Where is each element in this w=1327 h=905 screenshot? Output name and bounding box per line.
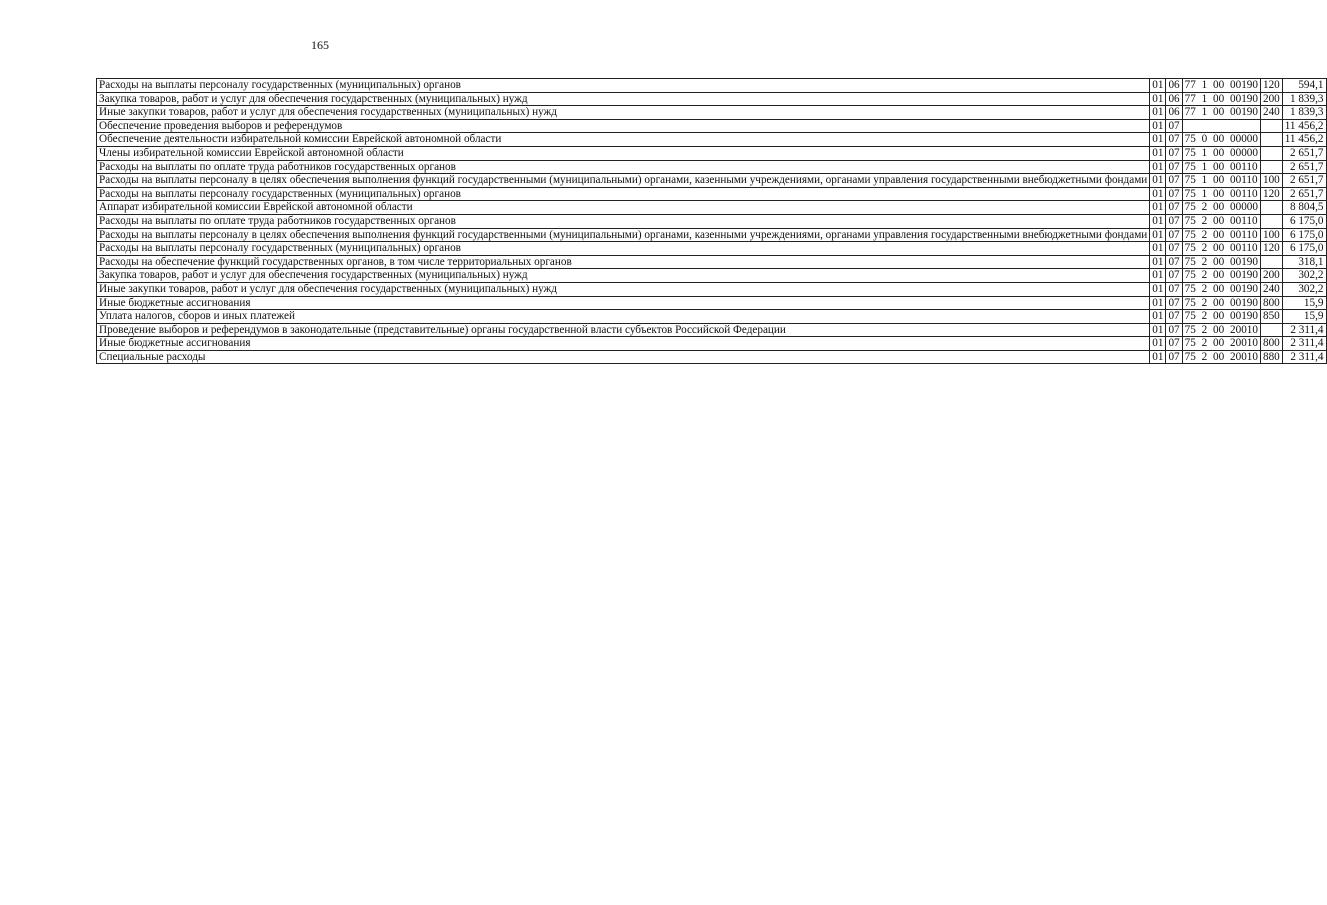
table-row (97, 350, 1327, 364)
subsection-code: 07 (1166, 310, 1182, 324)
section-code: 01 (1150, 323, 1166, 337)
table-row (97, 255, 1327, 269)
row-name: Обеспечение деятельности избирательной комиссии Еврейской автономной области (97, 133, 1150, 147)
subsection-code: 07 (1166, 214, 1182, 228)
subsection-code: 07 (1166, 242, 1182, 256)
row-name: Иные закупки товаров, работ и услуг для обеспечения государственных (муниципальных) нужд (97, 282, 1150, 296)
section-code: 01 (1150, 350, 1166, 364)
target-item-code: 75 2 00 00110 (1182, 228, 1260, 242)
row-name: Члены избирательной комиссии Еврейской автономной области (97, 146, 1150, 160)
table-row (97, 310, 1327, 324)
expense-type-code: 880 (1260, 350, 1282, 364)
row-name: Расходы на выплаты по оплате труда работников государственных органов (97, 214, 1150, 228)
subsection-code: 06 (1166, 106, 1182, 120)
row-name: Расходы на выплаты по оплате труда работников государственных органов (97, 160, 1150, 174)
row-name: Иные бюджетные ассигнования (97, 296, 1150, 310)
table-row (97, 92, 1327, 106)
target-item-code: 75 1 00 00000 (1182, 146, 1260, 160)
amount: 2 651,7 (1282, 174, 1326, 188)
row-name: Расходы на выплаты персоналу в целях обеспечения выполнения функций государственными (муниципальными) органами, казенными учреждениями, органами управления государственными внебюджетными фондами (97, 174, 1150, 188)
target-item-code: 75 2 00 20010 (1182, 350, 1260, 364)
section-code: 01 (1150, 133, 1166, 147)
expense-type-code (1260, 160, 1282, 174)
target-item-code (1182, 119, 1260, 133)
table-row (97, 269, 1327, 283)
row-name: Иные бюджетные ассигнования (97, 337, 1150, 351)
table-row (97, 282, 1327, 296)
expense-type-code: 100 (1260, 174, 1282, 188)
section-code: 01 (1150, 79, 1166, 93)
amount: 15,9 (1282, 296, 1326, 310)
table-row (97, 242, 1327, 256)
expense-type-code (1260, 255, 1282, 269)
section-code: 01 (1150, 106, 1166, 120)
section-code: 01 (1150, 242, 1166, 256)
amount: 11 456,2 (1282, 133, 1326, 147)
table-row (97, 133, 1327, 147)
subsection-code: 07 (1166, 133, 1182, 147)
table-row (97, 106, 1327, 120)
target-item-code: 75 2 00 00190 (1182, 255, 1260, 269)
amount: 1 839,3 (1282, 106, 1326, 120)
target-item-code: 75 2 00 00190 (1182, 269, 1260, 283)
amount: 2 311,4 (1282, 350, 1326, 364)
expense-type-code: 100 (1260, 228, 1282, 242)
target-item-code: 77 1 00 00190 (1182, 79, 1260, 93)
subsection-code: 07 (1166, 350, 1182, 364)
expense-type-code (1260, 119, 1282, 133)
target-item-code: 75 0 00 00000 (1182, 133, 1260, 147)
section-code: 01 (1150, 228, 1166, 242)
amount: 1 839,3 (1282, 92, 1326, 106)
row-name: Расходы на обеспечение функций государственных органов, в том числе территориальных органов (97, 255, 1150, 269)
target-item-code: 75 1 00 00110 (1182, 160, 1260, 174)
expense-type-code: 240 (1260, 106, 1282, 120)
subsection-code: 07 (1166, 201, 1182, 215)
target-item-code: 77 1 00 00190 (1182, 92, 1260, 106)
section-code: 01 (1150, 187, 1166, 201)
section-code: 01 (1150, 269, 1166, 283)
amount: 318,1 (1282, 255, 1326, 269)
expense-type-code (1260, 133, 1282, 147)
section-code: 01 (1150, 214, 1166, 228)
expense-type-code: 800 (1260, 337, 1282, 351)
expense-type-code: 850 (1260, 310, 1282, 324)
target-item-code: 75 2 00 00110 (1182, 214, 1260, 228)
expense-type-code: 120 (1260, 187, 1282, 201)
amount: 2 311,4 (1282, 337, 1326, 351)
row-name: Расходы на выплаты персоналу государственных (муниципальных) органов (97, 242, 1150, 256)
section-code: 01 (1150, 337, 1166, 351)
table-row (97, 214, 1327, 228)
row-name: Расходы на выплаты персоналу государственных (муниципальных) органов (97, 187, 1150, 201)
expense-type-code: 240 (1260, 282, 1282, 296)
section-code: 01 (1150, 174, 1166, 188)
subsection-code: 06 (1166, 92, 1182, 106)
expense-type-code: 200 (1260, 269, 1282, 283)
expense-type-code: 120 (1260, 79, 1282, 93)
target-item-code: 75 2 00 00190 (1182, 296, 1260, 310)
subsection-code: 07 (1166, 323, 1182, 337)
table-row (97, 160, 1327, 174)
row-name: Закупка товаров, работ и услуг для обеспечения государственных (муниципальных) нужд (97, 92, 1150, 106)
section-code: 01 (1150, 255, 1166, 269)
target-item-code: 75 2 00 00000 (1182, 201, 1260, 215)
subsection-code: 07 (1166, 187, 1182, 201)
subsection-code: 07 (1166, 228, 1182, 242)
subsection-code: 07 (1166, 174, 1182, 188)
table-row (97, 79, 1327, 93)
target-item-code: 77 1 00 00190 (1182, 106, 1260, 120)
expense-type-code (1260, 214, 1282, 228)
row-name: Проведение выборов и референдумов в законодательные (представительные) органы государственной власти субъектов Российской Федерации (97, 323, 1150, 337)
target-item-code: 75 2 00 20010 (1182, 323, 1260, 337)
budget-table (96, 78, 1327, 364)
row-name: Обеспечение проведения выборов и референдумов (97, 119, 1150, 133)
section-code: 01 (1150, 146, 1166, 160)
amount: 2 651,7 (1282, 187, 1326, 201)
section-code: 01 (1150, 201, 1166, 215)
target-item-code: 75 1 00 00110 (1182, 187, 1260, 201)
table-row (97, 323, 1327, 337)
amount: 15,9 (1282, 310, 1326, 324)
amount: 2 311,4 (1282, 323, 1326, 337)
amount: 8 804,5 (1282, 201, 1326, 215)
section-code: 01 (1150, 310, 1166, 324)
table-row (97, 119, 1327, 133)
amount: 6 175,0 (1282, 214, 1326, 228)
row-name: Расходы на выплаты персоналу в целях обеспечения выполнения функций государственными (муниципальными) органами, казенными учреждениями, органами управления государственными внебюджетными фондами (97, 228, 1150, 242)
subsection-code: 07 (1166, 282, 1182, 296)
amount: 6 175,0 (1282, 228, 1326, 242)
amount: 302,2 (1282, 282, 1326, 296)
subsection-code: 07 (1166, 119, 1182, 133)
expense-type-code (1260, 146, 1282, 160)
amount: 2 651,7 (1282, 160, 1326, 174)
section-code: 01 (1150, 282, 1166, 296)
expense-type-code: 200 (1260, 92, 1282, 106)
subsection-code: 07 (1166, 255, 1182, 269)
table-row (97, 146, 1327, 160)
expense-type-code (1260, 323, 1282, 337)
row-name: Уплата налогов, сборов и иных платежей (97, 310, 1150, 324)
subsection-code: 07 (1166, 337, 1182, 351)
target-item-code: 75 2 00 00190 (1182, 282, 1260, 296)
subsection-code: 07 (1166, 296, 1182, 310)
subsection-code: 07 (1166, 146, 1182, 160)
section-code: 01 (1150, 119, 1166, 133)
target-item-code: 75 2 00 00110 (1182, 242, 1260, 256)
table-row (97, 296, 1327, 310)
row-name: Иные закупки товаров, работ и услуг для обеспечения государственных (муниципальных) нужд (97, 106, 1150, 120)
amount: 302,2 (1282, 269, 1326, 283)
subsection-code: 07 (1166, 269, 1182, 283)
subsection-code: 07 (1166, 160, 1182, 174)
table-row (97, 337, 1327, 351)
target-item-code: 75 2 00 00190 (1182, 310, 1260, 324)
row-name: Специальные расходы (97, 350, 1150, 364)
target-item-code: 75 2 00 20010 (1182, 337, 1260, 351)
expense-type-code: 120 (1260, 242, 1282, 256)
table-row (97, 174, 1327, 188)
amount: 2 651,7 (1282, 146, 1326, 160)
expense-type-code: 800 (1260, 296, 1282, 310)
table-row (97, 187, 1327, 201)
page-number: 165 (311, 38, 329, 52)
amount: 11 456,2 (1282, 119, 1326, 133)
section-code: 01 (1150, 92, 1166, 106)
row-name: Аппарат избирательной комиссии Еврейской автономной области (97, 201, 1150, 215)
amount: 594,1 (1282, 79, 1326, 93)
expense-type-code (1260, 201, 1282, 215)
budget-table-body (97, 79, 1327, 364)
table-row (97, 228, 1327, 242)
row-name: Закупка товаров, работ и услуг для обеспечения государственных (муниципальных) нужд (97, 269, 1150, 283)
section-code: 01 (1150, 296, 1166, 310)
section-code: 01 (1150, 160, 1166, 174)
amount: 6 175,0 (1282, 242, 1326, 256)
table-row (97, 201, 1327, 215)
row-name: Расходы на выплаты персоналу государственных (муниципальных) органов (97, 79, 1150, 93)
subsection-code: 06 (1166, 79, 1182, 93)
target-item-code: 75 1 00 00110 (1182, 174, 1260, 188)
